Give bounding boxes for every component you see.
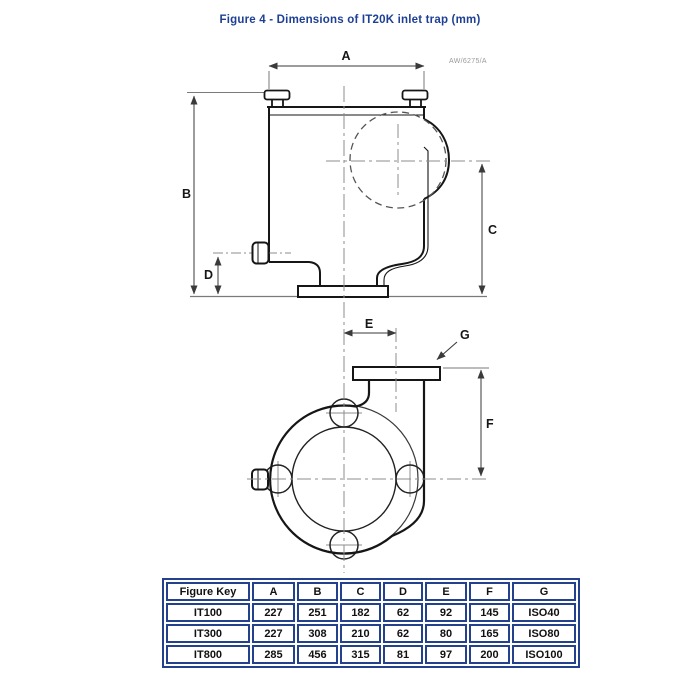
- table-header-cell: E: [425, 582, 467, 601]
- figure-title: Figure 4 - Dimensions of IT20K inlet trap (mm): [219, 14, 481, 26]
- table-row: [166, 624, 576, 643]
- table-cell: IT800: [166, 645, 250, 664]
- table-cell: 315: [340, 645, 381, 664]
- table-cell: IT300: [166, 624, 250, 643]
- table-cell: 92: [425, 603, 467, 622]
- table-cell: 97: [425, 645, 467, 664]
- table-cell: IT100: [166, 603, 250, 622]
- drawing-reference-number: AW/6275/A: [449, 58, 487, 65]
- table-cell: 227: [252, 603, 295, 622]
- dimension-label-g: G: [460, 328, 470, 342]
- table-row: [166, 603, 576, 622]
- base-flange: [298, 286, 388, 297]
- table-cell: 285: [252, 645, 295, 664]
- table-cell: 81: [383, 645, 423, 664]
- dimension-label-e: E: [364, 317, 374, 331]
- table-cell: ISO80: [512, 624, 576, 643]
- table-cell: 145: [469, 603, 510, 622]
- table-cell: 62: [383, 624, 423, 643]
- table-header-cell: G: [512, 582, 576, 601]
- dimension-label-d: D: [203, 268, 213, 282]
- plan-view-drawing: [247, 317, 494, 559]
- left-lifting-lug: [265, 91, 290, 100]
- table-header-cell: D: [383, 582, 423, 601]
- side-drain-port: [253, 243, 269, 264]
- table-header-row: [166, 582, 576, 601]
- dimension-label-f: F: [486, 417, 494, 431]
- table-cell: 200: [469, 645, 510, 664]
- table-row: [166, 645, 576, 664]
- table-cell: 456: [297, 645, 338, 664]
- right-lifting-lug: [403, 91, 428, 100]
- dimension-label-a: A: [341, 49, 351, 63]
- table-header-cell: C: [340, 582, 381, 601]
- table-cell: 210: [340, 624, 381, 643]
- table-cell: ISO100: [512, 645, 576, 664]
- table-cell: 227: [252, 624, 295, 643]
- side-view-drawing: [182, 49, 497, 297]
- table-header-cell: Figure Key: [166, 582, 250, 601]
- table-header-cell: B: [297, 582, 338, 601]
- table-cell: ISO40: [512, 603, 576, 622]
- table-header-cell: A: [252, 582, 295, 601]
- table-cell: 251: [297, 603, 338, 622]
- table-cell: 165: [469, 624, 510, 643]
- dimension-label-c: C: [488, 223, 498, 237]
- table-cell: 62: [383, 603, 423, 622]
- table-cell: 308: [297, 624, 338, 643]
- dimensions-table: [162, 578, 580, 668]
- leader-line-g: [437, 342, 457, 360]
- table-header-cell: F: [469, 582, 510, 601]
- dimension-label-b: B: [181, 187, 191, 201]
- table-cell: 80: [425, 624, 467, 643]
- table-cell: 182: [340, 603, 381, 622]
